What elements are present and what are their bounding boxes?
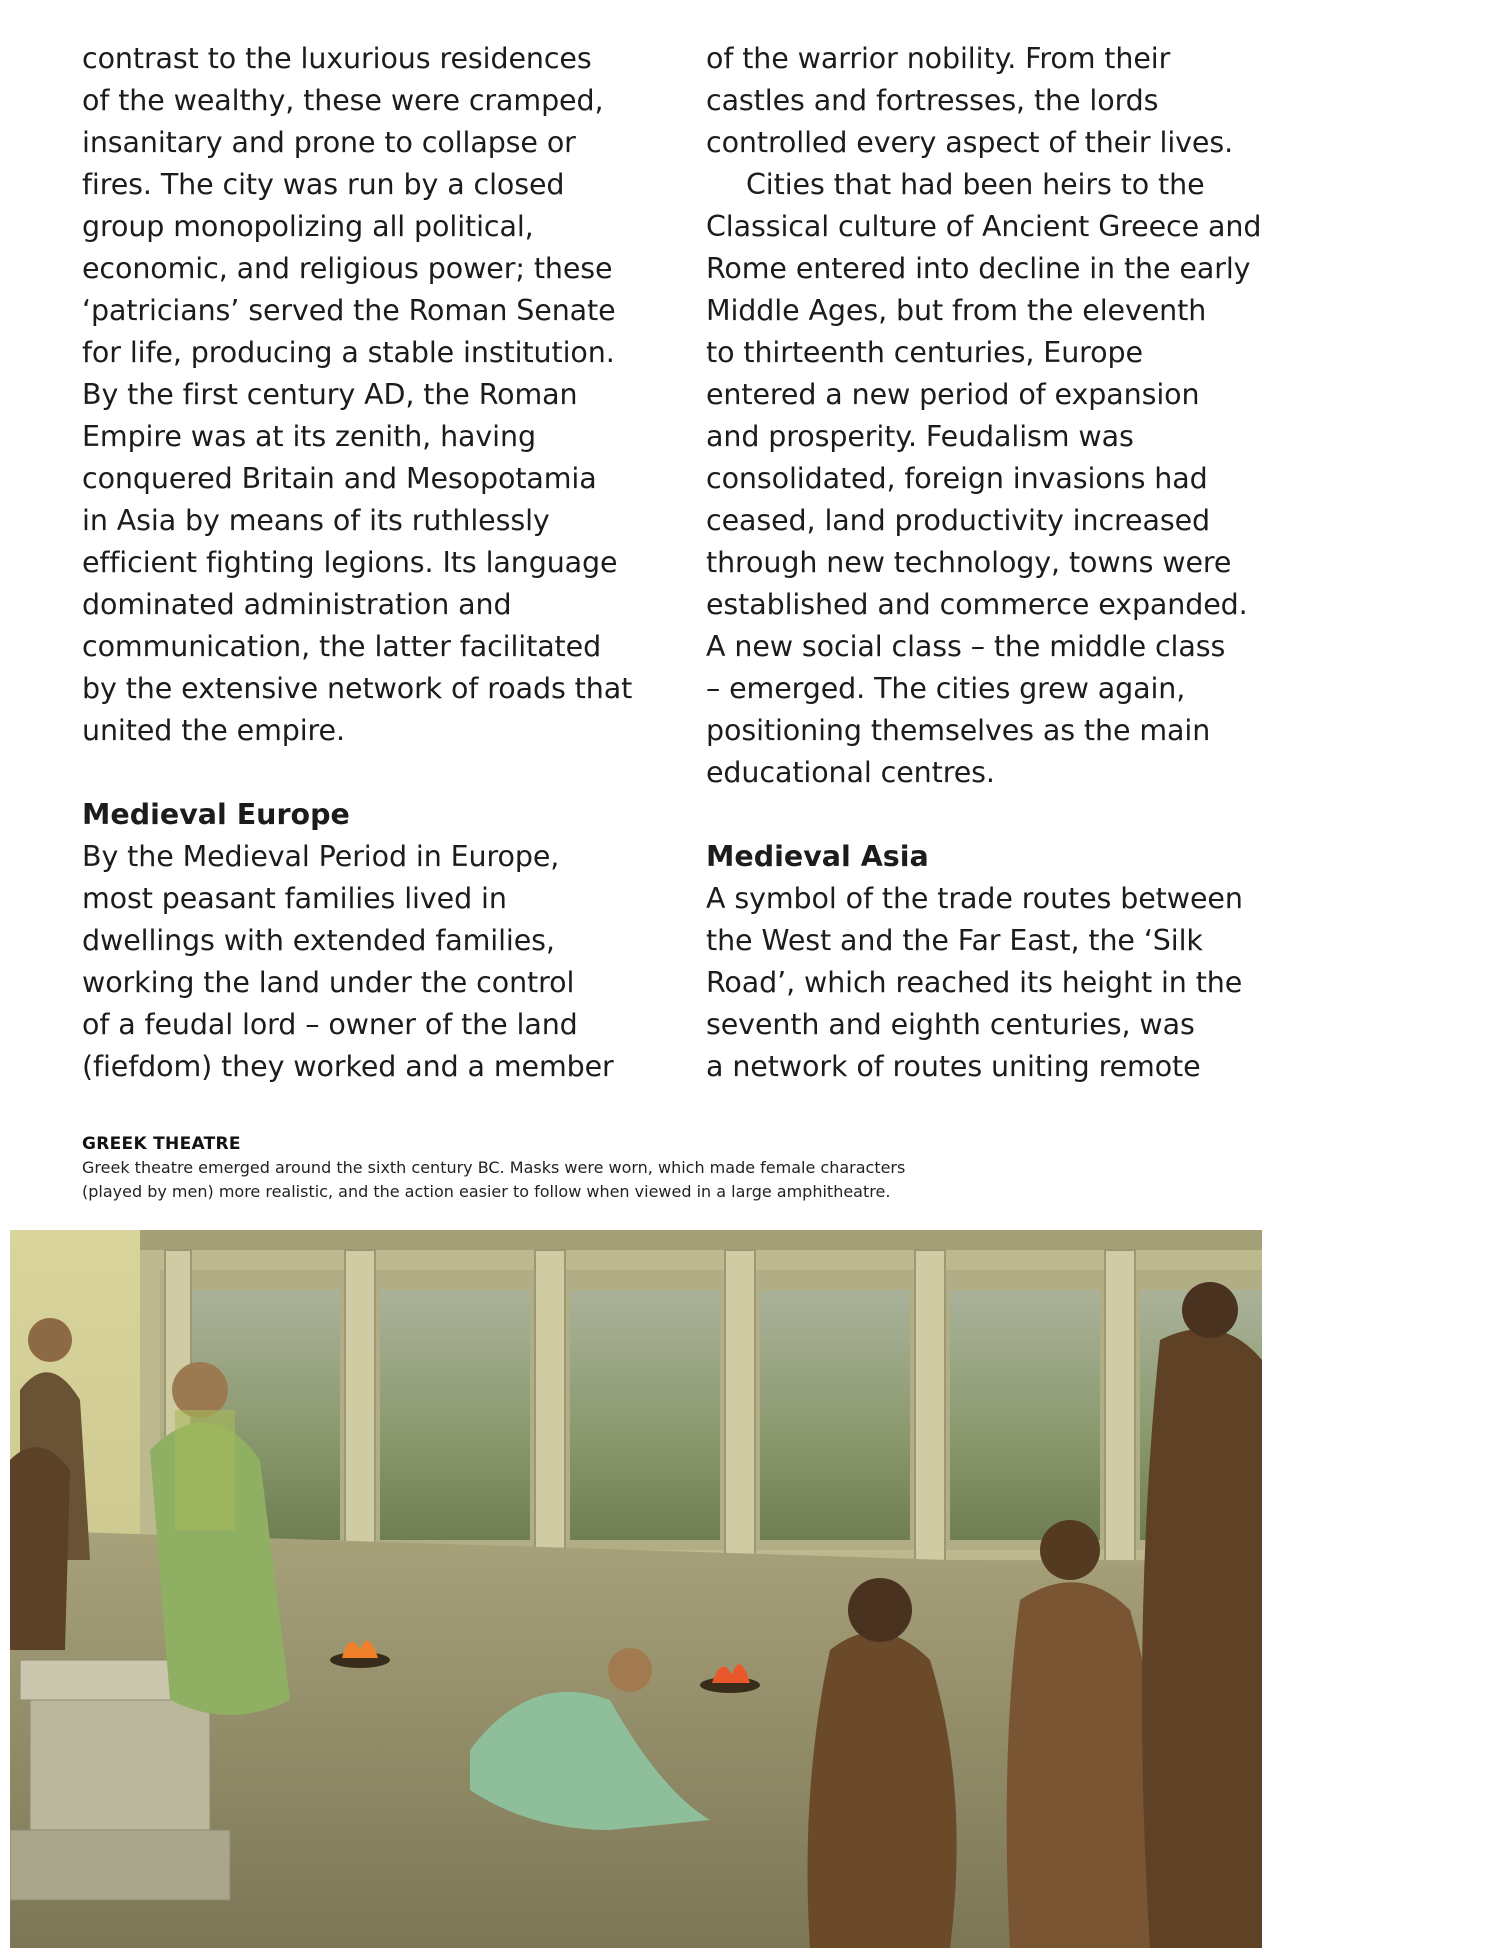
text-line: Classical culture of Ancient Greece and (706, 210, 1262, 243)
text-line: A new social class – the middle class (706, 630, 1226, 663)
text-line: of the wealthy, these were cramped, (82, 84, 604, 117)
text-line: castles and fortresses, the lords (706, 84, 1159, 117)
paragraph-gap (82, 752, 652, 794)
text-line: united the empire. (82, 714, 345, 747)
text-line: Road’, which reached its height in the (706, 966, 1243, 999)
left-column (82, 38, 652, 1088)
left-paragraph-2 (82, 836, 652, 1088)
text-line: dwellings with extended families, (82, 924, 555, 957)
text-line: economic, and religious power; these (82, 252, 613, 285)
figure-caption (82, 1132, 1082, 1204)
text-line: through new technology, towns were (706, 546, 1232, 579)
right-paragraph-2 (706, 164, 1276, 794)
text-line: of the warrior nobility. From their (706, 42, 1171, 75)
text-line: to thirteenth centuries, Europe (706, 336, 1143, 369)
text-line: a network of routes uniting remote (706, 1050, 1201, 1083)
right-column (706, 38, 1276, 1088)
text-line: consolidated, foreign invasions had (706, 462, 1208, 495)
text-line: By the Medieval Period in Europe, (82, 840, 560, 873)
text-line: Cities that had been heirs to the (746, 168, 1205, 201)
text-line: ceased, land productivity increased (706, 504, 1210, 537)
text-line: ‘patricians’ served the Roman Senate (82, 294, 616, 327)
text-line: the West and the Far East, the ‘Silk (706, 924, 1203, 957)
text-line: fires. The city was run by a closed (82, 168, 565, 201)
text-line: positioning themselves as the main (706, 714, 1211, 747)
text-line: dominated administration and (82, 588, 512, 621)
text-line: educational centres. (706, 756, 995, 789)
text-line: – emerged. The cities grew again, (706, 672, 1186, 705)
text-line: in Asia by means of its ruthlessly (82, 504, 550, 537)
text-line: established and commerce expanded. (706, 588, 1248, 621)
caption-line: Greek theatre emerged around the sixth century BC. Masks were worn, which made female characters (82, 1158, 906, 1177)
text-line: insanitary and prone to collapse or (82, 126, 576, 159)
section-heading-medieval-europe: Medieval Europe (82, 798, 350, 831)
text-line: entered a new period of expansion (706, 378, 1200, 411)
text-line: by the extensive network of roads that (82, 672, 633, 705)
caption-line: (played by men) more realistic, and the action easier to follow when viewed in a large amphitheatre. (82, 1182, 891, 1201)
text-line: conquered Britain and Mesopotamia (82, 462, 597, 495)
text-line: Rome entered into decline in the early (706, 252, 1251, 285)
caption-title: GREEK THEATRE (82, 1134, 241, 1154)
text-line: A symbol of the trade routes between (706, 882, 1243, 915)
right-paragraph-3 (706, 878, 1276, 1088)
text-line: for life, producing a stable institution. (82, 336, 615, 369)
text-line: efficient fighting legions. Its language (82, 546, 618, 579)
text-line: controlled every aspect of their lives. (706, 126, 1234, 159)
theatre-scene-drawing (10, 1230, 1262, 1948)
text-line: communication, the latter facilitated (82, 630, 602, 663)
text-line: working the land under the control (82, 966, 575, 999)
greek-theatre-illustration (10, 1230, 1262, 1948)
text-line: most peasant families lived in (82, 882, 507, 915)
text-line: (fiefdom) they worked and a member (82, 1050, 614, 1083)
text-line: group monopolizing all political, (82, 210, 534, 243)
paragraph-gap (706, 794, 1276, 836)
text-line: seventh and eighth centuries, was (706, 1008, 1195, 1041)
text-line: and prosperity. Feudalism was (706, 420, 1134, 453)
text-line: Empire was at its zenith, having (82, 420, 536, 453)
left-paragraph-1 (82, 38, 652, 752)
right-paragraph-1 (706, 38, 1276, 164)
section-heading-medieval-asia: Medieval Asia (706, 840, 929, 873)
text-line: contrast to the luxurious residences (82, 42, 592, 75)
text-line: Middle Ages, but from the eleventh (706, 294, 1207, 327)
text-line: By the first century AD, the Roman (82, 378, 578, 411)
text-line: of a feudal lord – owner of the land (82, 1008, 578, 1041)
